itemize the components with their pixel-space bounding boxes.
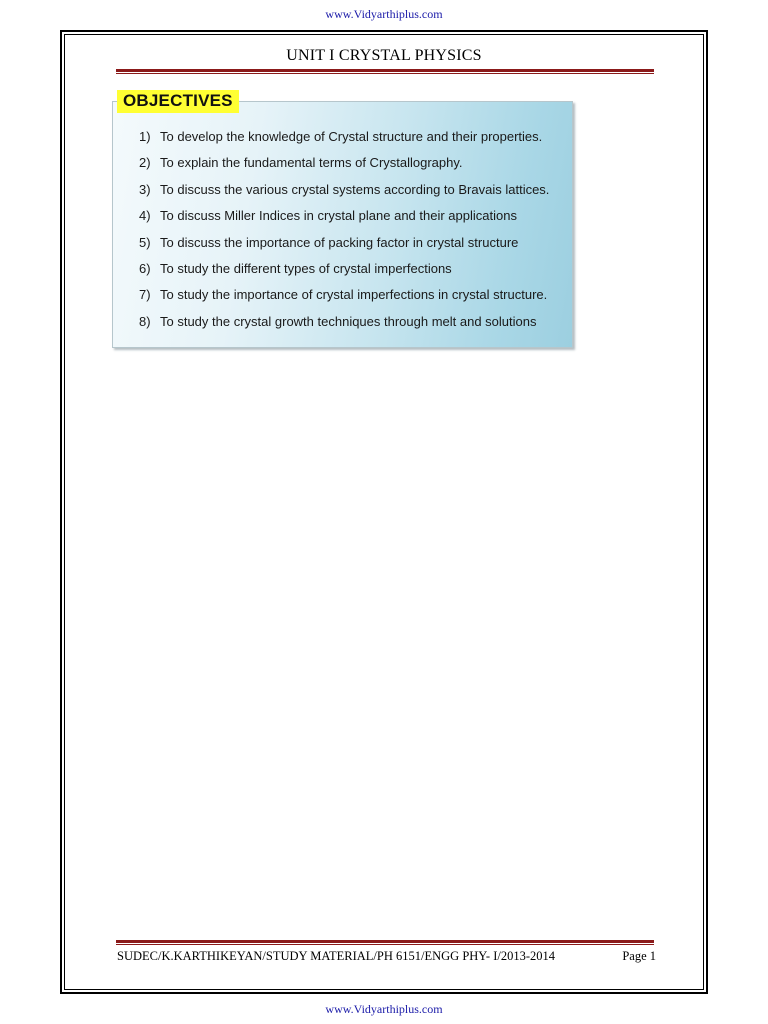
objective-number: 6) — [139, 260, 151, 276]
objective-text: To study the crystal growth techniques through melt and solutions — [160, 313, 537, 329]
site-link-bottom[interactable]: www.Vidyarthiplus.com — [325, 1002, 443, 1016]
objective-item — [139, 206, 549, 232]
objective-text: To study the different types of crystal imperfections — [160, 260, 452, 276]
objectives-label: OBJECTIVES — [117, 90, 239, 113]
objective-text: To discuss the various crystal systems according to Bravais lattices. — [160, 181, 550, 197]
footer-rule — [116, 940, 654, 945]
objective-text: To study the importance of crystal imperfections in crystal structure. — [160, 287, 548, 303]
objective-text: To develop the knowledge of Crystal structure and their properties. — [160, 129, 543, 144]
objective-number: 2) — [139, 155, 151, 171]
page-number: Page 1 — [622, 949, 656, 963]
objective-item — [139, 285, 549, 311]
objective-item — [139, 180, 549, 206]
objective-item — [139, 233, 549, 259]
footer-course-info: SUDEC/K.KARTHIKEYAN/STUDY MATERIAL/PH 6151/ENGG PHY- I/2013-2014 — [117, 949, 556, 963]
objective-item — [139, 127, 549, 153]
page-title: UNIT I CRYSTAL PHYSICS — [286, 47, 482, 64]
objective-text: To discuss the importance of packing factor in crystal structure — [160, 234, 519, 250]
objective-item — [139, 312, 549, 338]
objective-number: 5) — [139, 234, 151, 250]
objective-number: 7) — [139, 287, 151, 303]
objective-text: To discuss Miller Indices in crystal plane and their applications — [160, 208, 517, 224]
objectives-list — [139, 127, 549, 338]
objective-text: To explain the fundamental terms of Crystallography. — [160, 155, 463, 171]
objective-item — [139, 259, 549, 285]
objective-number: 3) — [139, 181, 151, 197]
objective-item — [139, 153, 549, 179]
site-link-top[interactable]: www.Vidyarthiplus.com — [325, 7, 443, 21]
header-rule — [116, 69, 654, 74]
objective-number: 1) — [139, 129, 151, 144]
objective-number: 8) — [139, 313, 151, 329]
objective-number: 4) — [139, 208, 151, 224]
